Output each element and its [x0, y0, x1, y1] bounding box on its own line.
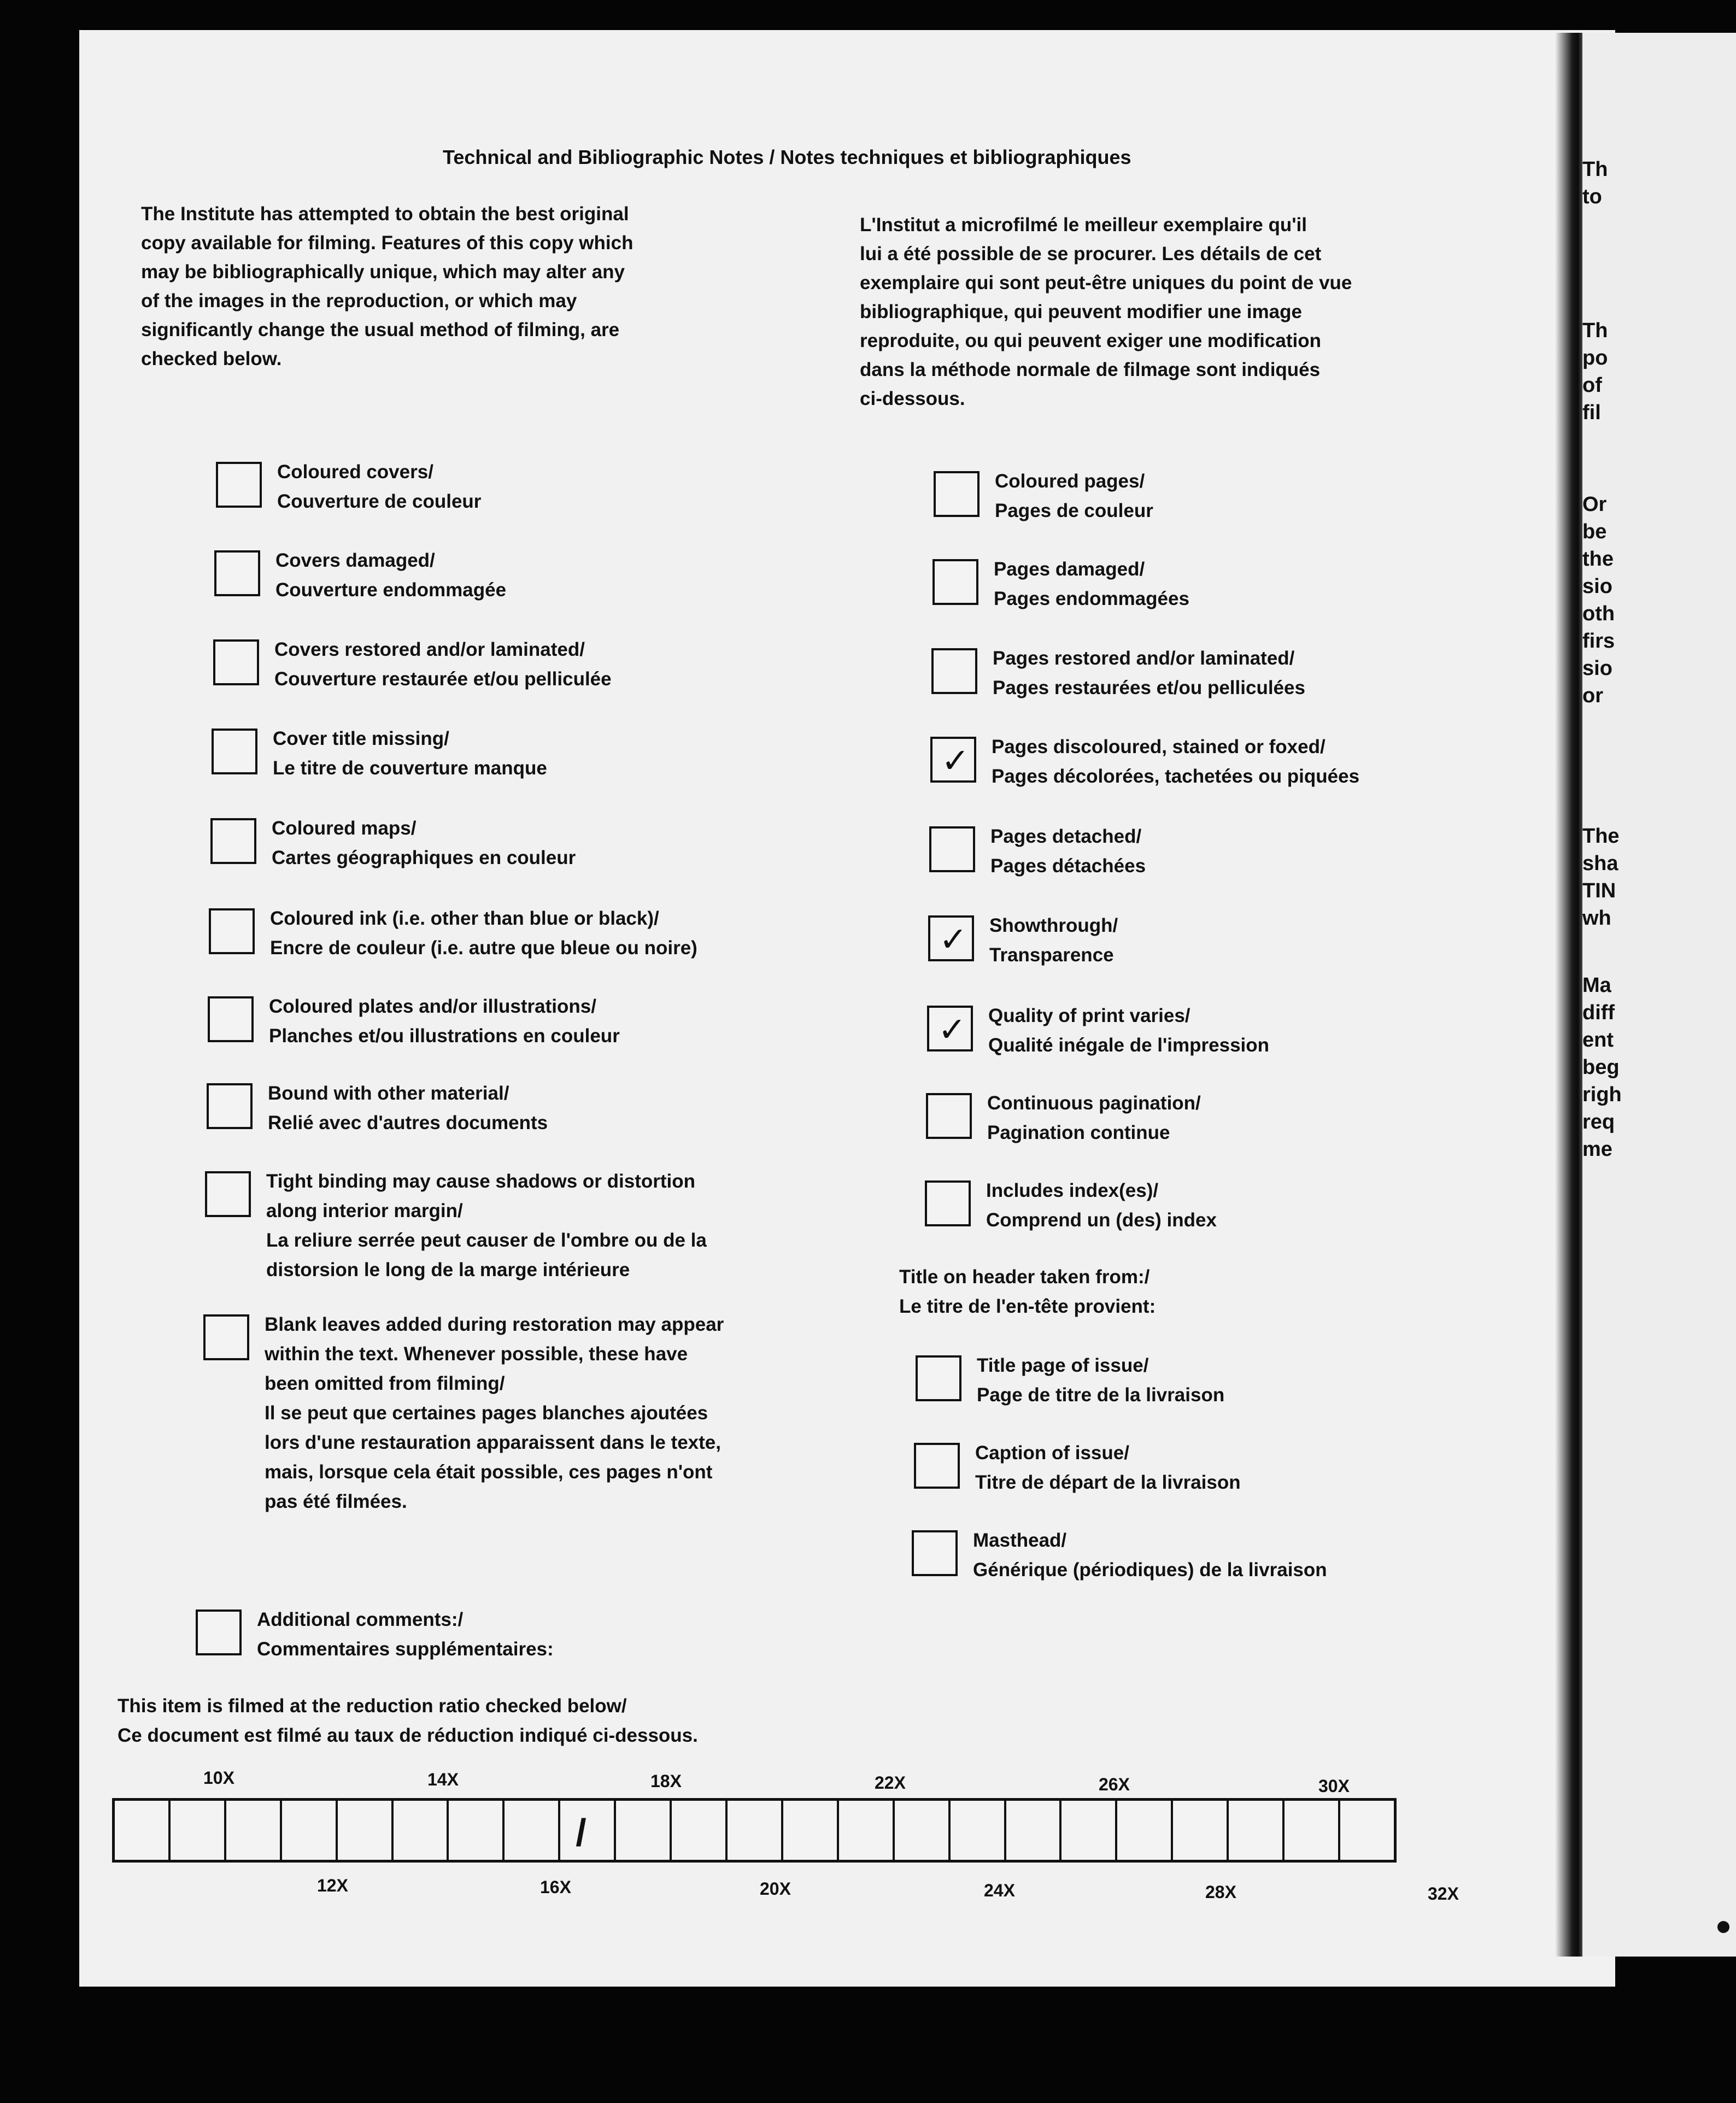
checkbox-label: Masthead/ Générique (périodiques) de la livraison — [973, 1530, 1327, 1581]
checkmark-icon: ✓ — [938, 1009, 966, 1049]
ratio-cell[interactable] — [1006, 1801, 1062, 1860]
checkbox[interactable] — [932, 559, 978, 605]
adjacent-page-fragment: Or be the sio oth firs sio or — [1582, 493, 1615, 707]
checkbox[interactable] — [926, 1093, 972, 1139]
checkbox[interactable] — [928, 915, 974, 961]
checkbox[interactable] — [207, 1083, 253, 1129]
top-film-border — [0, 0, 1736, 22]
checkbox-label: Covers damaged/ Couverture endommagée — [275, 550, 507, 601]
checkbox-label: Cover title missing/ Le titre de couverture manque — [273, 728, 547, 779]
ratio-bottom-label: 12X — [317, 1876, 348, 1895]
checkbox-label: Pages discoloured, stained or foxed/ Pages décolorées, tachetées ou piquées — [992, 736, 1360, 787]
checkbox[interactable] — [916, 1355, 961, 1401]
ratio-top-label: 18X — [650, 1771, 682, 1791]
checkbox-label: Showthrough/ Transparence — [989, 915, 1118, 966]
header-source-note: Title on header taken from:/ Le titre de l'en-tête provient: — [899, 1266, 1156, 1317]
checkbox-label: Bound with other material/ Relié avec d'autres documents — [268, 1083, 548, 1133]
checkbox[interactable] — [196, 1609, 242, 1655]
ratio-bottom-label: 28X — [1205, 1882, 1236, 1902]
ratio-cell[interactable] — [728, 1801, 783, 1860]
checkbox-label: Title page of issue/ Page de titre de la livraison — [977, 1355, 1225, 1406]
ratio-cell[interactable] — [951, 1801, 1006, 1860]
ratio-bottom-label: 16X — [540, 1877, 571, 1897]
ratio-cell[interactable] — [226, 1801, 282, 1860]
checkbox[interactable] — [210, 818, 256, 864]
checkbox-label: Pages restored and/or laminated/ Pages restaurées et/ou pelliculées — [993, 648, 1305, 698]
adjacent-page-fragment: Ma diff ent beg righ req me — [1582, 974, 1622, 1161]
checkbox[interactable] — [203, 1314, 249, 1360]
checkbox[interactable] — [927, 1006, 973, 1052]
checkbox-label: Continuous pagination/ Pagination continue — [987, 1092, 1201, 1143]
ratio-cell[interactable] — [171, 1801, 226, 1860]
checkbox[interactable] — [205, 1171, 251, 1217]
checkbox[interactable] — [214, 550, 260, 596]
checkmark-icon: ✓ — [941, 741, 970, 780]
bullet-mark — [1717, 1921, 1729, 1933]
checkbox[interactable] — [213, 639, 259, 685]
checkmark-icon: ✓ — [939, 919, 967, 959]
checkbox[interactable] — [931, 648, 977, 694]
ratio-top-label: 22X — [875, 1773, 906, 1793]
ratio-cell[interactable] — [505, 1801, 560, 1860]
ratio-cell[interactable] — [1229, 1801, 1285, 1860]
reduction-ratio-caption: This item is filmed at the reduction ratio checked below/ Ce document est filmé au taux de réduction indiqué ci-dessous. — [118, 1695, 698, 1746]
ratio-cell[interactable] — [560, 1801, 616, 1860]
checkbox-label: Coloured covers/ Couverture de couleur — [277, 461, 482, 512]
ratio-cell[interactable] — [1061, 1801, 1117, 1860]
adjacent-page — [1582, 33, 1736, 1957]
checkbox[interactable] — [930, 737, 976, 783]
ratio-cell[interactable] — [616, 1801, 672, 1860]
reduction-ratio-scale — [112, 1798, 1397, 1863]
ratio-top-label: 10X — [203, 1768, 234, 1788]
adjacent-page-fragment: Th po of fil — [1582, 319, 1608, 424]
adjacent-page-fragment: The sha TIN wh — [1582, 825, 1620, 930]
intro-french: L'Institut a microfilmé le meilleur exemplaire qu'il lui a été possible de se procurer. Les détails de cet exemplaire qui sont peut-être uniques du point de vue bibliographique, qui peuvent modifier une image reproduite, ou qui peuvent exiger une modification dans la méthode normale de filmage sont indiqués ci-dessous. — [860, 214, 1352, 409]
ratio-cell[interactable] — [282, 1801, 338, 1860]
ratio-top-label: 26X — [1099, 1775, 1130, 1794]
adjacent-page-fragment: Th to — [1582, 158, 1608, 208]
checkbox[interactable] — [929, 826, 975, 872]
checkbox[interactable] — [209, 908, 255, 954]
ratio-bottom-label: 32X — [1428, 1884, 1459, 1904]
checkbox-label: Quality of print varies/ Qualité inégale de l'impression — [988, 1005, 1270, 1056]
ratio-cell[interactable] — [449, 1801, 505, 1860]
checkbox[interactable] — [934, 471, 980, 517]
checkbox-label: Coloured maps/ Cartes géographiques en couleur — [272, 818, 576, 868]
checkbox[interactable] — [925, 1180, 971, 1226]
ratio-cell[interactable] — [394, 1801, 449, 1860]
checkbox-label: Tight binding may cause shadows or distortion along interior margin/ La reliure serrée peut causer de l'ombre ou de la distorsion le long de la marge intérieure — [266, 1171, 707, 1280]
checkbox-label: Coloured pages/ Pages de couleur — [995, 471, 1153, 521]
checkbox-label: Pages damaged/ Pages endommagées — [994, 559, 1189, 609]
checkbox-label: Blank leaves added during restoration may appear within the text. Whenever possible, these have been omitted from filming/ Il se peut que certaines pages blanches ajoutées lors d'une restauration apparaissent dans le texte, mais, lorsque cela était possible, ces pages n'ont pas été filmées. — [265, 1314, 724, 1512]
ratio-cell[interactable] — [115, 1801, 171, 1860]
checkbox-label: Pages detached/ Pages détachées — [990, 826, 1146, 877]
checkbox[interactable] — [208, 996, 254, 1042]
ratio-cell[interactable] — [1117, 1801, 1173, 1860]
ratio-cell[interactable] — [338, 1801, 394, 1860]
checkbox-label: Covers restored and/or laminated/ Couverture restaurée et/ou pelliculée — [274, 639, 612, 690]
ratio-cell[interactable] — [1340, 1801, 1394, 1860]
ratio-cell[interactable] — [672, 1801, 728, 1860]
checkbox-label: Coloured ink (i.e. other than blue or black)/ Encre de couleur (i.e. autre que bleue ou noire) — [270, 908, 697, 959]
checkbox-label: Caption of issue/ Titre de départ de la livraison — [975, 1442, 1241, 1493]
ratio-top-label: 14X — [427, 1770, 459, 1789]
ratio-cell[interactable] — [839, 1801, 895, 1860]
ratio-top-label: 30X — [1318, 1776, 1350, 1796]
checkbox[interactable] — [216, 462, 262, 508]
checkbox-label: Includes index(es)/ Comprend un (des) index — [986, 1180, 1217, 1231]
checkbox[interactable] — [212, 729, 257, 774]
page-title: Technical and Bibliographic Notes / Notes techniques et bibliographiques — [443, 146, 1131, 168]
ratio-mark: / — [576, 1811, 587, 1854]
ratio-bottom-label: 20X — [760, 1879, 791, 1899]
ratio-cell[interactable] — [1285, 1801, 1340, 1860]
intro-english: The Institute has attempted to obtain the best original copy available for filming. Features of this copy which may be bibliographically unique, which may alter any of the images in the reproduction, or which may significantly change the usual method of filming, are checked below. — [141, 203, 634, 369]
ratio-cell[interactable] — [783, 1801, 839, 1860]
ratio-bottom-label: 24X — [984, 1881, 1015, 1900]
checkbox-label: Additional comments:/ Commentaires supplémentaires: — [257, 1609, 554, 1660]
checkbox[interactable] — [912, 1530, 958, 1576]
ratio-cell[interactable] — [895, 1801, 951, 1860]
checkbox[interactable] — [914, 1443, 960, 1489]
checkbox-label: Coloured plates and/or illustrations/ Planches et/ou illustrations en couleur — [269, 996, 620, 1047]
ratio-cell[interactable] — [1173, 1801, 1229, 1860]
